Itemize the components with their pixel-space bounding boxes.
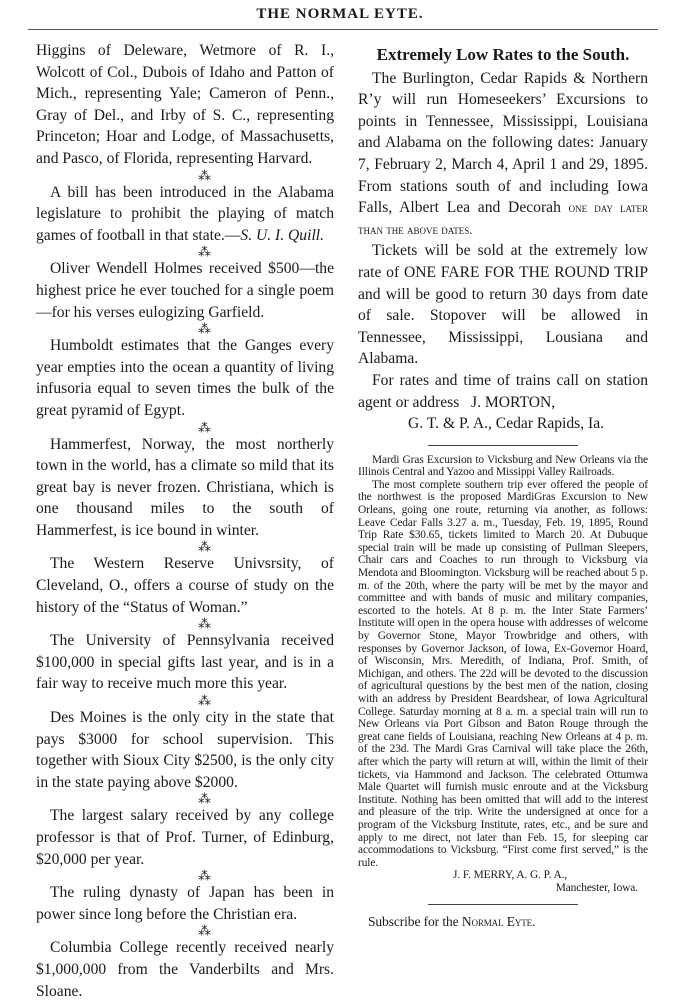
asterism: ⁂ bbox=[198, 693, 212, 709]
asterism: ⁂ bbox=[198, 167, 212, 183]
paragraph-western-reserve: The Western Reserve Univsrsity, of Cleveland, O., offers a course of study on the history of the “Status of Woman.” bbox=[36, 555, 334, 616]
header-rule bbox=[28, 29, 658, 30]
paragraph-text: For rates and time of trains call on station agent or address bbox=[358, 371, 648, 411]
paragraph-hammerfest: Hammerfest, Norway, the most northerly town in the world, has a climate so mild that its great bay is never frozen. Christiana, which is one thousand miles to the south of Hammerfest, is ice bound in winter. bbox=[36, 435, 334, 539]
asterism: ⁂ bbox=[198, 419, 212, 435]
left-column bbox=[36, 40, 334, 1002]
asterism: ⁂ bbox=[198, 616, 212, 632]
paragraph-holmes: Oliver Wendell Holmes received $500—the highest price he ever touched for a single poem —for his verses eulogizing Garfield. bbox=[36, 260, 334, 321]
paragraph-colleges: Higgins of Deleware, Wetmore of R. I., Wolcott of Col., Dubois of Idaho and Patton of Mich., representing Yale; Cameron of Penn., Gray of Del., and Irby of S. C., representing Princeton; Hoar and Lodge, of Massachusetts, and Pasco, of Florida, representing Harvard. bbox=[36, 42, 334, 167]
mardi-gras-title: Mardi Gras Excursion to Vicksburg and New Orleans via the Illinois Central and Yazoo and Missippi Valley Railroads. bbox=[358, 453, 648, 479]
paragraph-pennsylvania: The University of Pennsylvania received $100,000 in special gifts last year, and is in a fair way to receive much more this year. bbox=[36, 632, 334, 693]
asterism: ⁂ bbox=[198, 244, 212, 260]
paragraph-japan: The ruling dynasty of Japan has been in power since long before the Christian era. bbox=[36, 884, 334, 923]
rates-paragraph-1 bbox=[358, 68, 648, 241]
asterism: ⁂ bbox=[198, 539, 212, 555]
paper-name: Normal Eyte. bbox=[461, 914, 536, 930]
rates-heading: Extremely Low Rates to the South. bbox=[376, 45, 630, 64]
paragraph-humboldt: Humboldt estimates that the Ganges every year empties into the ocean a quantity of living infusoria equal to seven times the bulk of the great pyramid of Egypt. bbox=[36, 337, 334, 419]
paragraph-des-moines: Des Moines is the only city in the state that pays $3000 for school supervision. This together with Sioux City $2500, is the only city in the state paying above $2000. bbox=[36, 709, 334, 791]
paragraph-text: The Burlington, Cedar Rapids & Northern R’y will run Homeseekers’ Excursions to points in Tennessee, Mississippi, Louisiana and Alabama on the following dates: January 7, February 2, March 4, April 1 and 29, 1895. From stations south of and including Iowa Falls, Albert Lea and Decorah bbox=[358, 69, 648, 217]
divider bbox=[428, 904, 578, 905]
asterism: ⁂ bbox=[198, 321, 212, 337]
asterism: ⁂ bbox=[198, 791, 212, 807]
right-column bbox=[358, 40, 648, 931]
paragraph-text: A bill has been introduced in the Alabama legislature to prohibit the playing of match games of football in that state.— bbox=[36, 183, 334, 244]
subscribe-text: Subscribe for the bbox=[368, 914, 459, 930]
rates-paragraph-3 bbox=[358, 370, 648, 413]
signature-title: G. T. & P. A., Cedar Rapids, Ia. bbox=[408, 415, 605, 433]
asterism: ⁂ bbox=[198, 923, 212, 939]
paragraph-columbia: Columbia College recently received nearly $1,000,000 from the Vanderbilts and Mrs. Sloane. bbox=[36, 939, 334, 1000]
mardi-gras-place: Manchester, Iowa. bbox=[555, 881, 638, 894]
divider bbox=[428, 445, 578, 446]
masthead: THE NORMAL EYTE. bbox=[256, 6, 424, 22]
paragraph-caps: one day later than the above dates. bbox=[358, 200, 648, 237]
source-citation: S. U. I. Quill. bbox=[240, 226, 325, 244]
mardi-gras-signature: J. F. MERRY, A. G. P. A., bbox=[453, 869, 568, 882]
paragraph-salary: The largest salary received by any college professor is that of Prof. Turner, of Edinburg, $20,000 per year. bbox=[36, 807, 334, 868]
mardi-gras-body: The most complete southern trip ever offered the people of the northwest is the proposed MardiGras Excursion to New Orleans, going one route, returning via another, as follows: Leave Cedar Falls 3.27 a. m., Tuesday, Feb. 19, 1895, Round Trip Rate $30.65, tickets limited to March 20. At Dubuque special train will be made up consisting of Pullman Sleepers, Chair cars and Coaches to run through to Vicksburg via Mendota and Bloomington. Vicksburg will be reached about 5 p. m. of the 20th, where the party will be met by the mayor and committee and with bands of music and military companies, escorted to the hotels. At 8 p. m. the Inter State Farmers’ Institute will open in the opera house with addresses of welcome by Governor Stone, Mayor Trowbridge and others, with responses by Governor Jackson, of Iowa, Ex-Governor Hoard, of Wisconsin, Mrs. Meredith, of Indiana, Prof. Smith, of Michigan, and others. The 22d will be devoted to the discussion of agricultural questions by the best men of the nation, closing with an address by President Beardshear, of Iowa Agricultural College. Saturday morning at 8 a. m. a special train will run to New Orleans via Port Gibson and Baton Rouge through the great cane fields of Louisiana, reaching New Orleans at 4 p. m. of the 23d. The Mardi Gras Carnival will take place the 26th, after which the party will return at will, within the limit of their tickets, via Hammond and Jackson. The celebrated Ottumwa Male Quartet will furnish music enroute and at the Vicksburg Institute. Nothing has been omitted that will add to the interest and pleasure of the trip. Write the undersigned at once for a program of the Vicksburg Institute, rates, etc., and be sure and apply to me direct, not later than Feb. 15, for sleeping car accommodations to Vicksburg. “First come first served,” is the rule. bbox=[358, 478, 648, 869]
subscribe-line bbox=[358, 913, 648, 931]
asterism: ⁂ bbox=[198, 868, 212, 884]
rates-paragraph-2: Tickets will be sold at the extremely low rate of ONE FARE FOR THE ROUND TRIP and will be good to return 30 days from date of sale. Stopover will be allowed in Tennessee, Mississippi, Lousiana and Alabama. bbox=[358, 242, 648, 368]
paragraph-alabama bbox=[36, 182, 334, 247]
mardi-gras-notice bbox=[358, 454, 648, 932]
signature-name: J. MORTON, bbox=[471, 393, 556, 411]
